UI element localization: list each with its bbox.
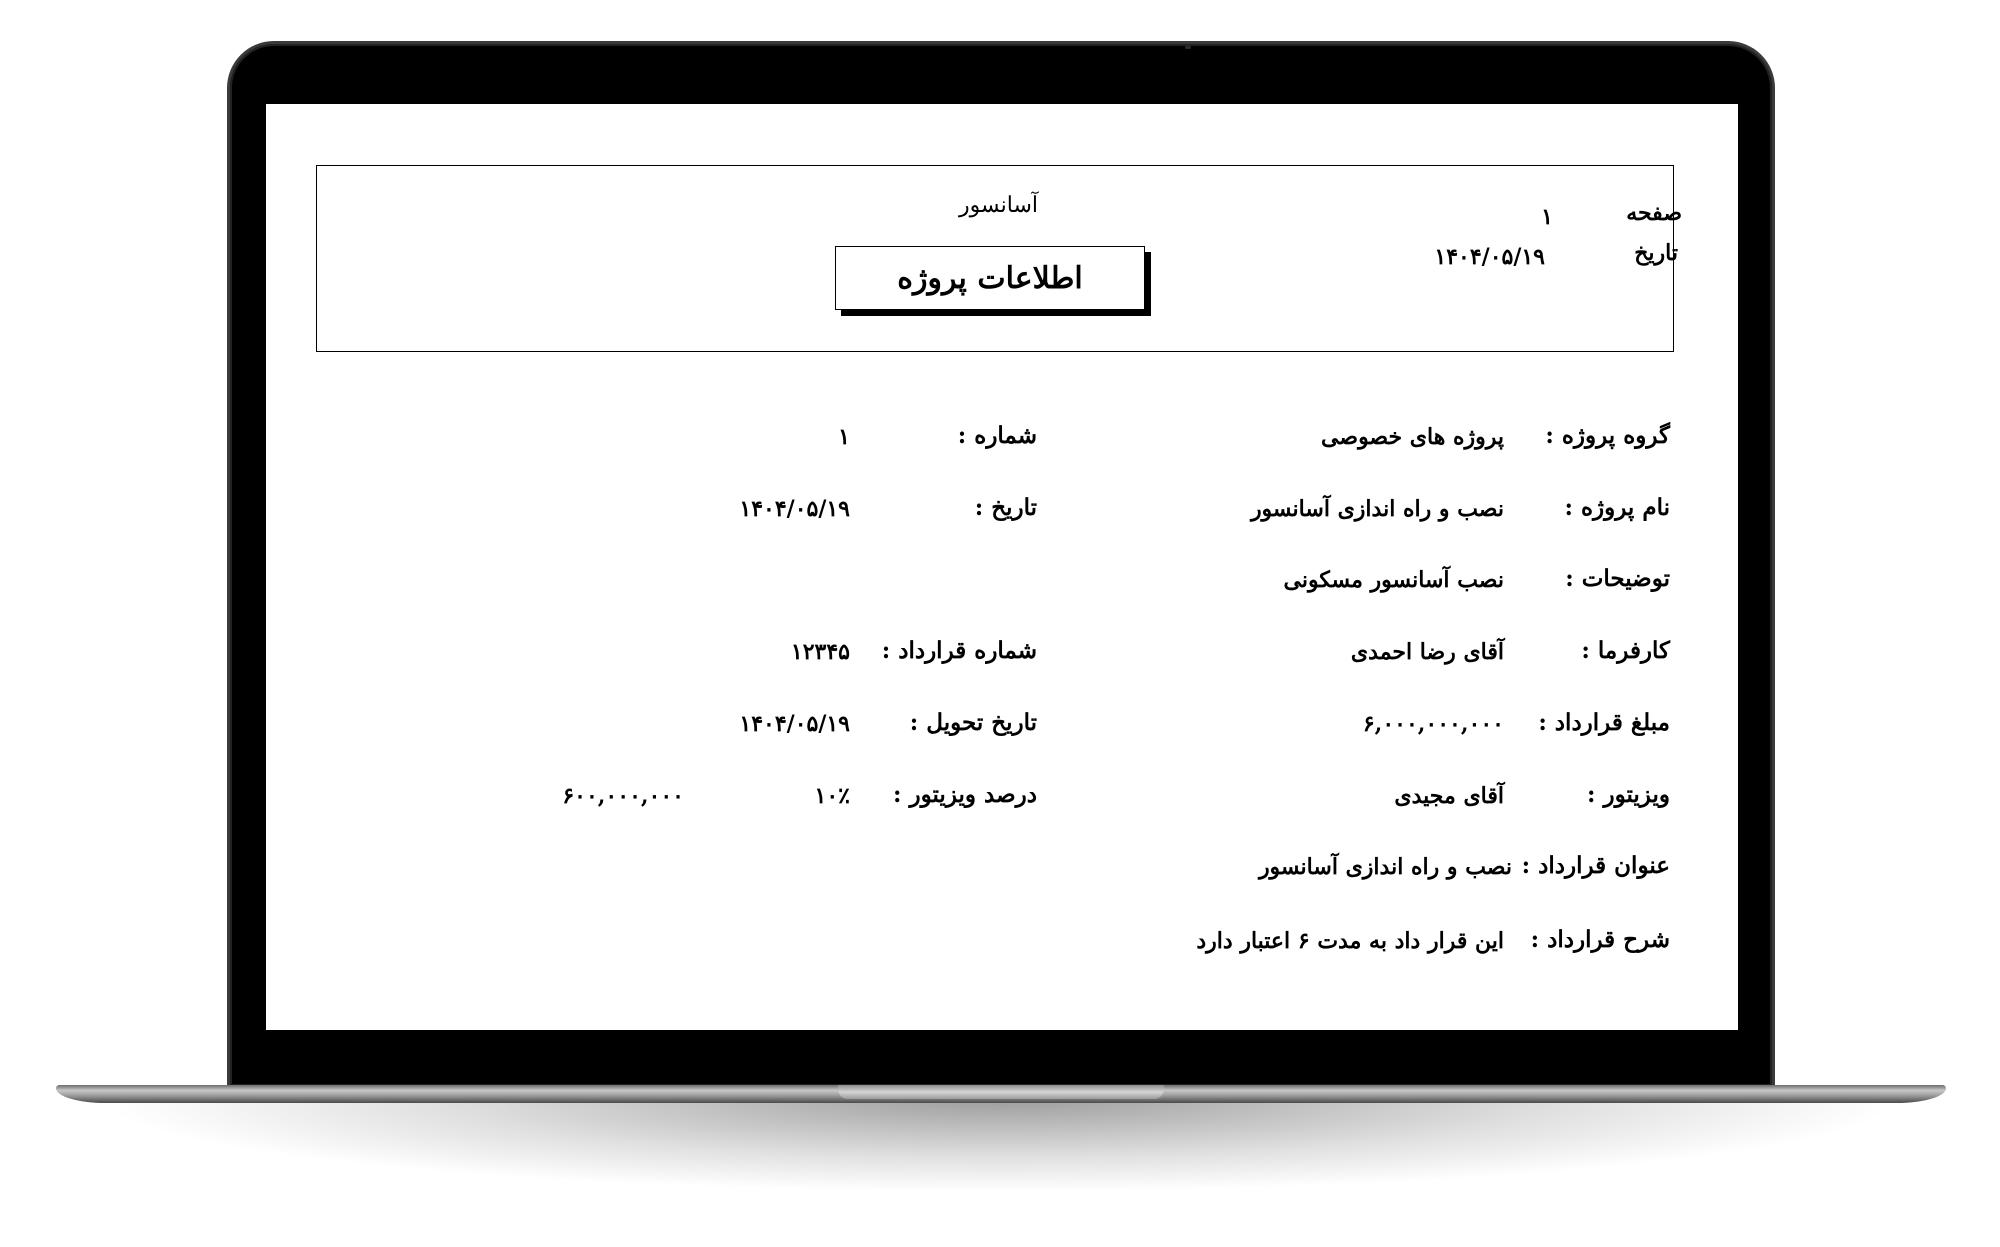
report-title: اطلاعات پروژه — [835, 246, 1145, 310]
contract-desc-label: شرح قرارداد : — [1530, 926, 1670, 953]
contract-number-label: شماره قرارداد : — [881, 637, 1037, 664]
contract-desc-value: این قرار داد به مدت ۶ اعتبار دارد — [1196, 928, 1504, 954]
contract-title-label: عنوان قرارداد : — [1521, 852, 1670, 879]
contract-amount-label: مبلغ قرارداد : — [1538, 709, 1670, 736]
contract-amount-value: ۶,۰۰۰,۰۰۰,۰۰۰ — [1362, 711, 1504, 737]
project-group-value: پروژه های خصوصی — [1321, 424, 1504, 450]
employer-label: کارفرما : — [1581, 637, 1670, 664]
number-value: ۱ — [838, 424, 850, 450]
contract-number-value: ۱۲۳۴۵ — [790, 639, 850, 665]
print-date-label: تاریخ — [1634, 240, 1678, 266]
description-label: توضیحات : — [1565, 565, 1670, 592]
project-group-label: گروه پروژه : — [1545, 422, 1670, 449]
project-name-value: نصب و راه اندازی آسانسور — [1250, 496, 1504, 522]
visitor-percent-value: ۱۰٪ — [814, 783, 850, 809]
page-number: ۱ — [1541, 204, 1553, 230]
contract-title-value: نصب و راه اندازی آسانسور — [1258, 854, 1512, 880]
visitor-label: ویزیتور : — [1586, 781, 1670, 808]
report-document — [266, 104, 1738, 1030]
visitor-percent-label: درصد ویزیتور : — [893, 781, 1037, 808]
report-subject: آسانسور — [959, 193, 1038, 218]
visitor-value: آقای مجیدی — [1394, 783, 1504, 809]
laptop-screen — [266, 104, 1738, 1030]
delivery-date-label: تاریخ تحویل : — [909, 709, 1037, 736]
date-value: ۱۴۰۴/۰۵/۱۹ — [739, 496, 850, 522]
visitor-amount-value: ۶۰۰,۰۰۰,۰۰۰ — [562, 783, 684, 809]
page-label: صفحه — [1626, 200, 1682, 226]
project-name-label: نام پروژه : — [1564, 494, 1670, 521]
print-date-value: ۱۴۰۴/۰۵/۱۹ — [1434, 244, 1545, 270]
laptop-shadow — [120, 1100, 1880, 1190]
delivery-date-value: ۱۴۰۴/۰۵/۱۹ — [739, 711, 850, 737]
date-label: تاریخ : — [974, 494, 1037, 521]
number-label: شماره : — [957, 422, 1037, 449]
laptop-base-notch — [838, 1085, 1164, 1099]
employer-value: آقای رضا احمدی — [1350, 639, 1504, 665]
camera-icon — [1185, 46, 1191, 49]
description-value: نصب آسانسور مسکونی — [1283, 567, 1504, 593]
